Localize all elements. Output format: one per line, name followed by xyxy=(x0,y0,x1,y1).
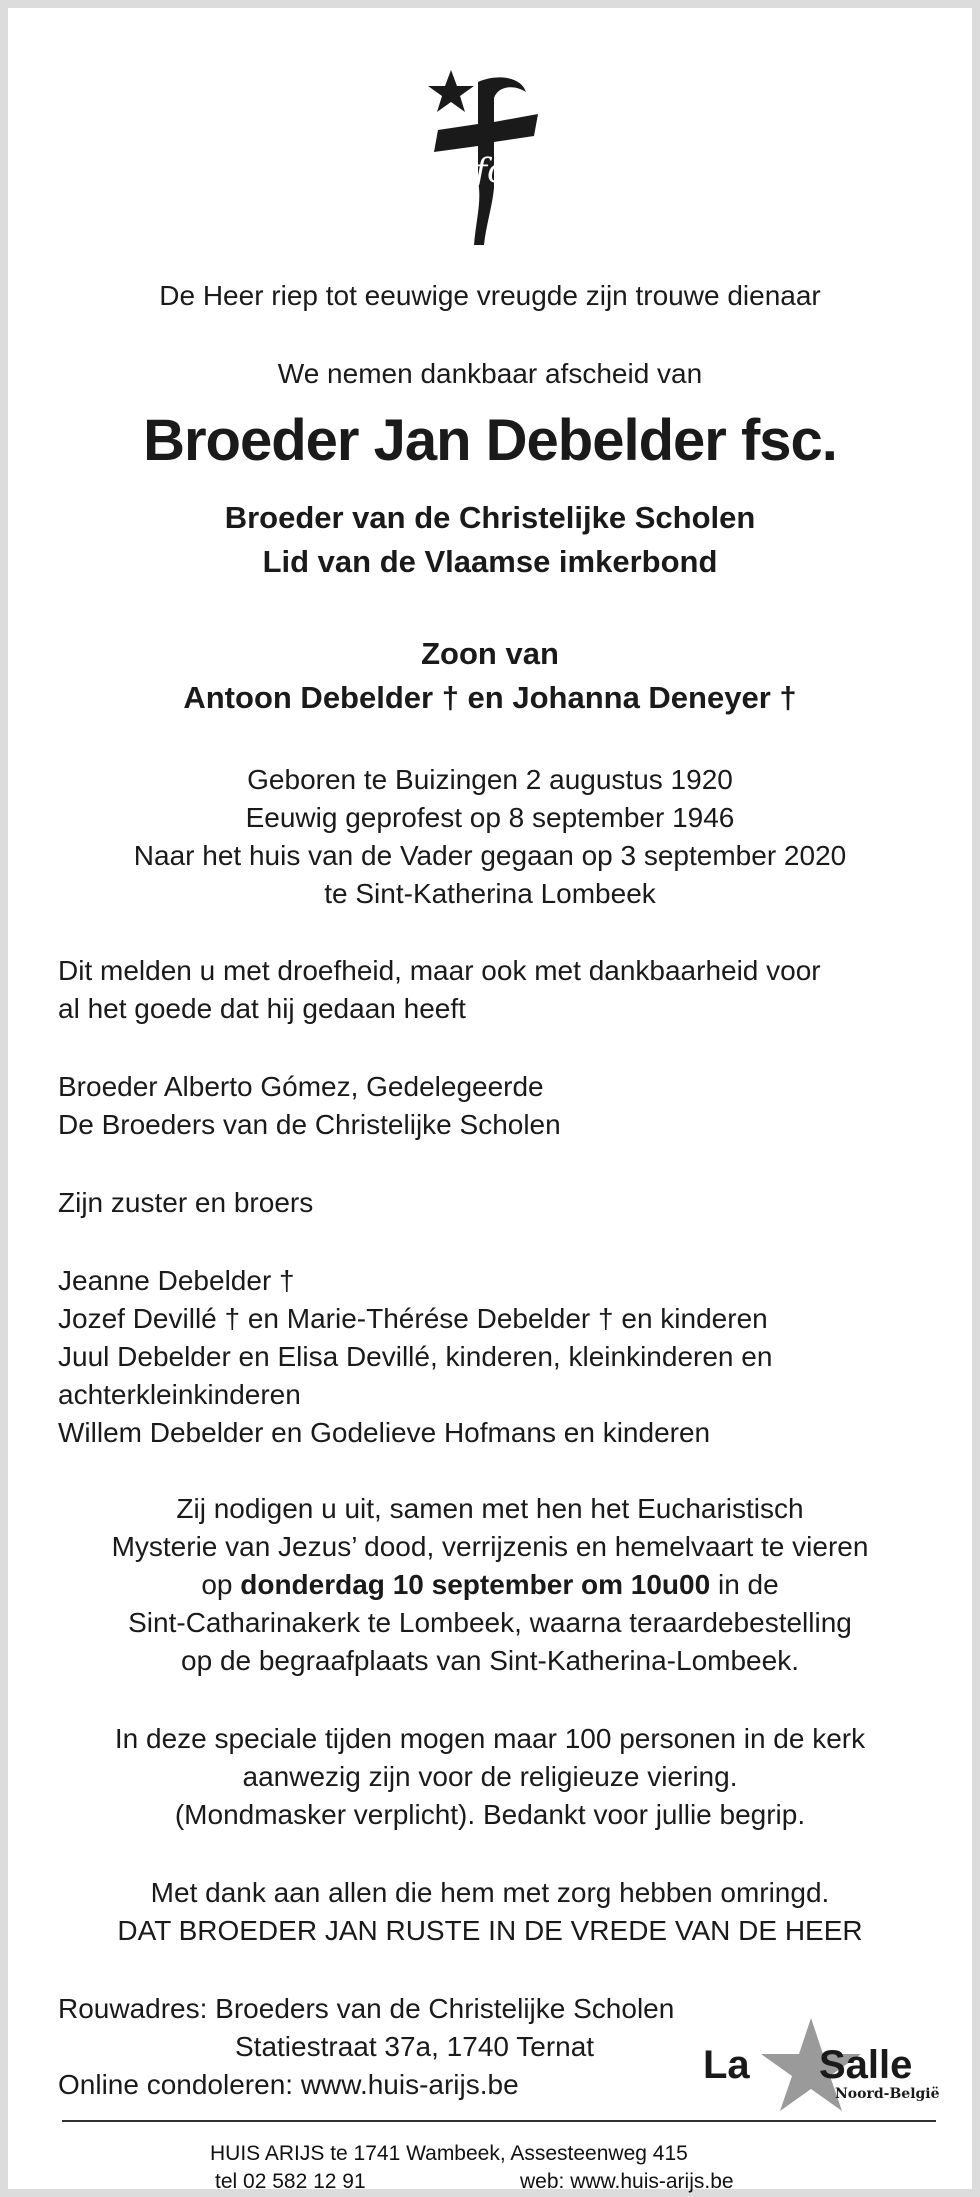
mourning-address-street: Statiestraat 37a, 1740 Ternat xyxy=(235,2031,595,2062)
covid-line: aanwezig zijn voor de religieuze viering. xyxy=(242,1761,738,1792)
announcement-line: Dit melden u met droefheid, maar ook met dankbaarheid voor xyxy=(58,955,821,986)
covid-line: (Mondmasker verplicht). Bedankt voor jullie begrip. xyxy=(174,1799,806,1830)
farewell-text: We nemen dankbaar afscheid van xyxy=(277,358,703,389)
invitation-line: Sint-Catharinakerk te Lombeek, waarna teraardebestelling xyxy=(128,1607,852,1638)
parents-names: Antoon Debelder † en Johanna Deneyer † xyxy=(183,680,797,715)
mourning-address: Rouwadres: Broeders van de Christelijke Scholen xyxy=(58,1993,675,2024)
logo-letters: sfc xyxy=(457,151,507,191)
intro-text: De Heer riep tot eeuwige vreugde zijn trouwe dienaar xyxy=(159,280,821,311)
invitation-line: op de begraafplaats van Sint-Katherina-Lombeek. xyxy=(181,1645,799,1676)
star-icon xyxy=(428,70,474,112)
sibling-line: Jozef Devillé † en Marie-Thérése Debelder † en kinderen xyxy=(58,1303,768,1334)
deceased-name: Broeder Jan Debelder fsc. xyxy=(143,408,837,473)
parents-heading: Zoon van xyxy=(421,636,559,671)
life-line: Geboren te Buizingen 2 augustus 1920 xyxy=(247,764,733,795)
title-line: Broeder van de Christelijke Scholen xyxy=(224,500,756,535)
life-line: te Sint-Katherina Lombeek xyxy=(324,878,656,909)
thanks-line: Met dank aan allen die hem met zorg hebben omringd. xyxy=(150,1877,830,1908)
lasalle-region-text: Noord-België xyxy=(835,2086,940,2102)
funeral-home-web: web: www.huis-arijs.be xyxy=(520,2170,734,2193)
sibling-line: Jeanne Debelder † xyxy=(58,1265,295,1296)
footer-divider xyxy=(62,2120,936,2122)
announcement-line: al het goede dat hij gedaan heeft xyxy=(58,993,466,1024)
thanks-line: DAT BROEDER JAN RUSTE IN DE VREDE VAN DE HEER xyxy=(117,1915,863,1946)
funeral-home-address: HUIS ARIJS te 1741 Wambeek, Assesteenweg 415 xyxy=(210,2142,688,2165)
sibling-line: Willem Debelder en Godelieve Hofmans en kinderen xyxy=(58,1417,711,1448)
invitation-line: Mysterie van Jezus’ dood, verrijzenis en hemelvaart te vieren xyxy=(111,1531,869,1562)
order-line: De Broeders van de Christelijke Scholen xyxy=(58,1109,561,1140)
funeral-date: donderdag 10 september om 10u00 xyxy=(240,1569,711,1600)
lasalle-right-text: Salle xyxy=(819,2043,913,2087)
lasalle-left-text: La xyxy=(703,2043,750,2087)
lasalle-logo xyxy=(701,2016,940,2111)
order-line: Broeder Alberto Gómez, Gedelegeerde xyxy=(58,1071,544,1102)
siblings-heading: Zijn zuster en broers xyxy=(58,1187,314,1218)
life-line: Naar het huis van de Vader gegaan op 3 september 2020 xyxy=(133,840,847,871)
life-line: Eeuwig geprofest op 8 september 1946 xyxy=(245,802,735,833)
invitation-line: Zij nodigen u uit, samen met hen het Eucharistisch xyxy=(176,1493,804,1524)
obituary-card xyxy=(8,8,972,2193)
title-line: Lid van de Vlaamse imkerbond xyxy=(262,544,718,579)
covid-line: In deze speciale tijden mogen maar 100 personen in de kerk xyxy=(114,1723,866,1754)
funeral-home-phone: tel 02 582 12 91 xyxy=(215,2170,366,2193)
sibling-line: Juul Debelder en Elisa Devillé, kinderen, kleinkinderen en xyxy=(58,1341,773,1372)
fsc-star-cross-logo xyxy=(426,70,546,245)
invitation-line: op donderdag 10 september om 10u00 in de xyxy=(201,1569,779,1600)
online-condolence: Online condoleren: www.huis-arijs.be xyxy=(58,2069,519,2100)
sibling-line: achterkleinkinderen xyxy=(58,1379,301,1410)
